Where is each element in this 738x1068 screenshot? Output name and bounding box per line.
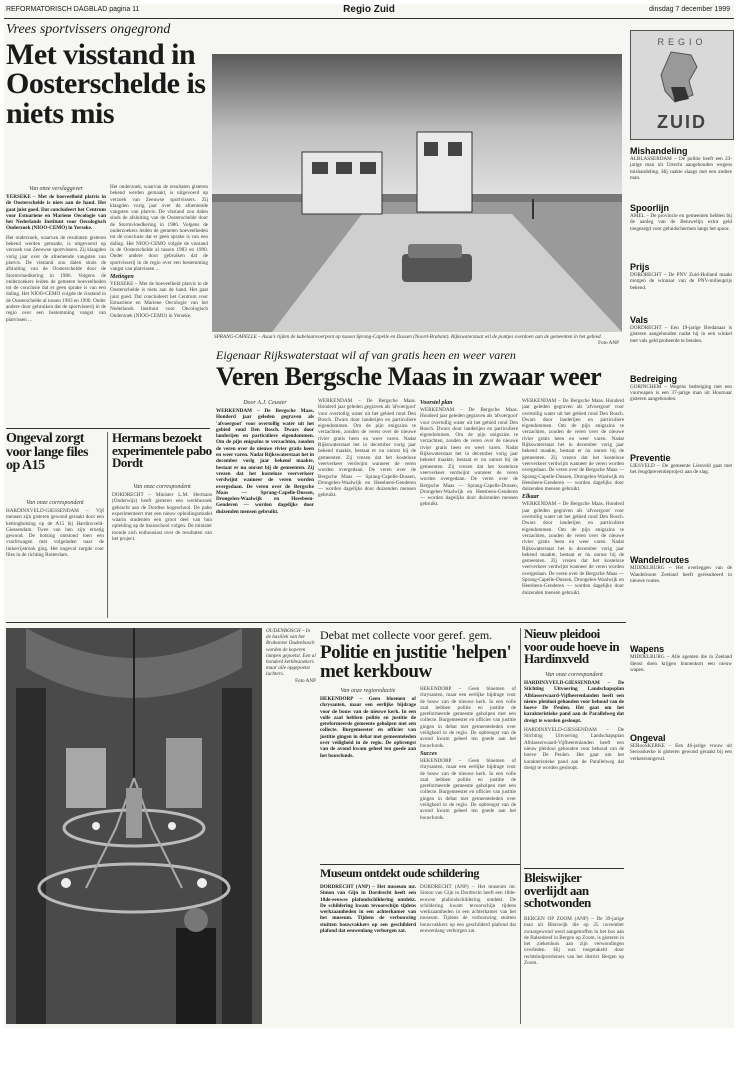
maas-subhead-2: Elkaar [522,494,540,501]
maas-column-3 [420,398,518,620]
ferry-photo [212,54,622,332]
lead-kicker: Vrees sportvissers ongegrond [6,22,171,37]
pleidooi-byline: Van onze correspondent [545,672,603,678]
ongeval-headline: Ongeval zorgt voor lange files op A15 [6,431,88,474]
bleiswijker-article [524,916,624,1024]
brief-text: GORINCHEM – Wegens bedreiging met een vuurwapen is een 37-jarige man uit Hoornaar gisteren aangehouden. [630,383,732,403]
politie-text-cont2: HEKENDORP – Geen bloemen of chrysanten, maar een eerlijke bijdrage voor de bouw van de nieuwe kerk. In een volle zaal hebben politie en justitie de gereformeerde gemeente geholpen met een collecte. Burgemeester en officier van justitie gingen in debat met gemeenteleden over veiligheid in de regio. De opbrengst van de avond kwam geheel ten goede aan het bouwfonds. [420,757,516,821]
politie-column-1 [320,686,416,862]
maas-text-cont: WERKENDAM – De Bergsche Maas. Honderd jaar geleden gegraven als 'afvoergoot' voor overtollig water uit het gebied rond Den Bosch. Dwars door landerijen en particuliere eigendommen. Om de pijn enigszins te verzachten, zouden de veren over de nieuwe rivier gratis heen en weer varen. Nadat Rijkswaterstaat het in december vorig jaar bekend maakte, bestaat er nu onrust bij de gemeenten. Zij vrezen dat het kosteloze veerverkeer verdwijnt wanneer de veren worden overgedaan. De veren over de Bergsche Maas — Sprang-Capelle-Dussen, Drongelen-Waalwijk en Heesbeen-Genderen — worden dagelijks door duizenden mensen gebruikt. [318,398,416,499]
brief-text: AMEL – De provincie en gemeenten hebben bij de aanleg van de Betuwelijn extra geld toegezegd voor geluidschermen langs het spoor. [630,213,732,232]
basilica-photo-credit: Foto ANP [295,677,316,684]
netherlands-map-icon [631,47,731,107]
masthead-date: dinsdag 7 december 1999 [649,6,730,13]
brief-item [630,733,732,762]
brief-head: Spoorlijn [630,203,669,214]
basilica-caption-text: OUDENBOSCH – In de basiliek van het Brabantse Oudenbosch worden de koperen lampen gepoetst. Een al honderd kerkbezoekers maar alle opgepoetst luchters. [266,628,316,678]
hermans-text: DORDRECHT – Minister L.M. Hermans (Onderwijs) heeft gisteren een werkbezoek gebracht aan de Dordtse hogeschool. De pabo experimenteert met een nieuw opleidingsmodel waarin studenten een groot deel van hun opleiding op de basisschool volgen. De minister toonde zich enthousiast over de resultaten van het project. [112,492,212,543]
ongeval-byline: Van onze correspondent [26,500,84,506]
bleiswijker-text: BERGEN OP ZOOM (ANP) – De 39-jarige man uit Bleiswijk die op 25 november zwaargewond werd aangetroffen in het bos aan de Balsedreef in Bergen op Zoom, is gisteren in het ziekenhuis aan zijn verwondingen overleden. Hij was toegetakeld door rechtshulpverleners van het district Bergen op Zoom. [524,916,624,967]
brief-head: Mishandeling [630,146,688,156]
brief-text: LIESVELD – De gemeente Liesveld gaat met het Jeugdpreventieproject aan de slag. [630,462,732,476]
politie-byline: Van onze regioredactie [340,688,396,694]
basilica-photo [6,628,262,1024]
masthead-paper: REFORMATORISCH DAGBLAD pagina 11 [6,6,140,13]
maas-text-cont3: WERKENDAM – De Bergsche Maas. Honderd jaar geleden gegraven als 'afvoergoot' voor overtollig water uit het gebied rond Den Bosch. Dwars door landerijen en particuliere eigendommen. Om de pijn enigszins te verzachten, zouden de veren over de nieuwe rivier gratis heen en weer varen. Nadat Rijkswaterstaat het in december vorig jaar bekend maakte, bestaat er nu onrust bij de gemeenten. Zij vrezen dat het kosteloze veerverkeer verdwijnt wanneer de veren worden overgedaan. De veren over de Bergsche Maas — Sprang-Capelle-Dussen, Drongelen-Waalwijk en Heesbeen-Genderen — worden dagelijks door duizenden mensen gebruikt. [522,398,624,493]
museum-column-2 [420,884,516,1024]
pleidooi-text-cont: HARDINXVELD-GIESSENDAM – De Stichting Uitvoering Landschapsplan Alblasserwaard-Vijfheerenlanden heeft een nieuw pleidooi gehouden voor behoud van de hoeve De Peulen. Het gaat om het karakteristieke pand aan de Parallelweg dat dreigt te worden gesloopt. [524,727,624,771]
politie-column-2 [420,686,516,862]
brief-head: Ongeval [630,733,666,744]
maas-kicker: Eigenaar Rijkswaterstaat wil af van gratis heen en weer varen [216,348,516,362]
newspaper-page [4,4,734,1028]
hermans-article [112,482,212,620]
brief-item [630,146,732,181]
museum-column-1 [320,884,416,1024]
brief-item [630,555,732,584]
logo-top-text: REGIO [657,37,707,47]
brief-head: Wapens [630,644,665,655]
lead-text-cont2: YERSEKE – Met de boeveelheid platvis in de Oosterschelde is niets aan de hand. Het gaat juist goed. Dat concludeert het Centrum voor Estuariene en Mariene Oecologie van het Nederlands Instituut voor Oecologisch Onderzoek (NIOO-CEMO) in Yerseke. [110,281,208,319]
brief-item [630,262,732,291]
ongeval-text: HARDINXVELD-GIESSENDAM – Vijf mensen zijn gisteren gewond geraakt door een kettingbotsing op de A15 bij Hardinxveld-Giessendam. Twee van hen zijn ernstig gewond. De botsing ontstond toen een vrachtwagen met volgeladen naar de linkerrijstrook ging. Het ongeval zorgde voor files in de richting Rotterdam. [6,508,104,559]
column-divider [520,628,521,1024]
brief-text: DORDRECHT – De PNV Zuid-Holland maakt morgen de winnaar van de PNV-milieuprijs bekend. [630,272,732,291]
pleidooi-headline: Nieuw pleidooi voor oude hoeve in Hardinxveld [524,626,620,667]
maas-text-cont2: WERKENDAM – De Bergsche Maas. Honderd jaar geleden gegraven als 'afvoergoot' voor overtollig water uit het gebied rond Den Bosch. Dwars door landerijen en particuliere eigendommen. Om de pijn enigszins te verzachten, zouden de veren over de nieuwe rivier gratis heen en weer varen. Nadat Rijkswaterstaat het in december vorig jaar bekend maakte, bestaat er nu onrust bij de gemeenten. Zij vrezen dat het kosteloze veerverkeer verdwijnt wanneer de veren worden overgedaan. De veren over de Bergsche Maas — Sprang-Capelle-Dussen, Drongelen-Waalwijk en Heesbeen-Genderen — worden dagelijks door duizenden mensen gebruikt. [420,407,518,508]
brief-item [630,203,732,232]
lead-divider [6,428,210,429]
brief-item [630,374,732,403]
politie-subhead: Succes [420,750,437,757]
brief-text: DORDRECHT – Een 19-jarige Bredanaar is gisteren aangehouden nadat hij in een winkel met vals geld probeerde te betalen. [630,324,732,344]
section-divider [6,622,626,623]
brief-item [630,453,732,476]
basilica-photo-caption [266,628,316,748]
maas-text-cont4: WERKENDAM – De Bergsche Maas. Honderd jaar geleden gegraven als 'afvoergoot' voor overtollig water uit het gebied rond Den Bosch. Dwars door landerijen en particuliere eigendommen. Om de pijn enigszins te verzachten, zouden de veren over de nieuwe rivier gratis heen en weer varen. Nadat Rijkswaterstaat het in december vorig jaar bekend maakte, bestaat er nu onrust bij de gemeenten. Zij vrezen dat het kosteloze veerverkeer verdwijnt wanneer de veren worden overgedaan. De veren over de Bergsche Maas — Sprang-Capelle-Dussen, Drongelen-Waalwijk en Heesbeen-Genderen — worden dagelijks door duizenden mensen gebruikt. [522,501,624,596]
brief-text: SERooSKERKE – Een 46-jarige vrouw uit Serooskerke is gisteren gewond geraakt bij een verkeersongeval. [630,743,732,762]
brief-head: Preventie [630,452,671,463]
brief-text: MIDDELBURG – Alle agenten die in Zeeland dienst doen krijgen binnenkort een nieuw wapen. [630,654,732,673]
lead-text-cont: Het onderzoek, waarvan de resultaten gisteren bekend werden gemaakt, is uitgevoerd op verzoek van Zeeuwse sportvissers. Zij klaagden vorig jaar over de afnemende vangsten van platvis. De visstand zou dalen sinds de afsluiting van de Oosterschelde door de Stormvloedkering in 1986. Volgens de onderzoekers leiden de gemeten hoeveelheden tot de conclusie dat er geen sprake is van een daling. Het NIOO-CEMO volgde de visstand in de Oosterschelde al tussen 1983 en 1990. Onder andere door gebruiken dat de sportvisserij in de regio over een bestemming vangst van platvissen ... [110,184,208,272]
news-briefs [630,142,732,1022]
lead-headline: Met visstand in Oosterschelde is niets mis [6,38,206,130]
maas-column-2 [318,398,416,620]
bleiswijker-divider [524,868,624,869]
lead-subhead: Metingen [110,274,134,281]
column-divider [107,432,108,618]
regio-zuid-logo [630,30,734,140]
brief-text: ALBLASSERDAM – De politie heeft een 23-jarige man uit Utrecht aangehouden wegens mishandeling. Hij raakte slaags met een andere man. [630,156,732,181]
brief-head: Wandelroutes [630,555,690,566]
brief-head: Prijs [630,262,650,273]
brief-head: Vals [630,314,649,325]
hermans-byline: Van onze correspondent [133,484,191,490]
politie-headline: Politie en justitie 'helpen' met kerkbouw [320,642,512,682]
lead-byline: Van onze verslaggever [29,186,83,192]
brief-item [630,315,732,344]
masthead-section: Regio Zuid [343,4,395,15]
lead-column-2 [110,184,208,424]
maas-column-4 [522,398,624,620]
maas-headline: Veren Bergsche Maas in zwaar weer [216,362,602,391]
ferry-photo-caption [214,334,619,346]
ongeval-article [6,498,104,620]
pleidooi-text: HARDINXVELD-GIESSENDAM – De Stichting Uitvoering Landschapsplan Alblasserwaard-Vijfheerenlanden heeft een nieuw pleidooi gehouden voor behoud van de hoeve De Peulen. Het gaat om het karakteristieke pand aan de Parallelweg dat dreigt te worden gesloopt. [524,680,624,724]
politie-text-cont: HEKENDORP – Geen bloemen of chrysanten, maar een eerlijke bijdrage voor de bouw van de nieuwe kerk. In een volle zaal hebben politie en justitie de gereformeerde gemeente geholpen met een collecte. Burgemeester en officier van justitie gingen in debat met gemeenteleden over veiligheid in de regio. De opbrengst van de avond kwam geheel ten goede aan het bouwfonds. [420,686,516,749]
maas-subhead-1: Voorstel plan [420,400,453,406]
maas-byline: Door A.J. Ceuster [243,400,287,406]
bleiswijker-headline: Bleiswijker overlijdt aan schotwonden [524,870,591,911]
hermans-headline: Hermans bezoekt experimentele pabo Dordt [112,430,212,471]
logo-bottom-text: ZUID [657,112,707,132]
lead-intro: YERSEKE – Met de boeveelheid platvis in de Oosterschelde is niets aan de hand. Het gaat juist goed. Dat concludeert het Centrum voor Estuariene en Mariene Oecologie van het Nederlands Instituut voor Oecologisch Onderzoek (NIOO-CEMO) in Yerseke. [6,194,106,232]
brief-text: MIDDELBURG – Het overleggen van de Wandelroute Zeeland heeft geresulteerd in nieuwe routes. [630,565,732,584]
museum-text: DORDRECHT (ANP) – Het museum mr. Simon van Gijn in Dordrecht heeft een 18de-eeuwse plafondschildering ontdekt. De schildering kwam tevoorschijn tijdens werkzaamheden in een achterkamer van het museum. Tijdens de verbouwing stuitten bouwvakkers op een geschilderd plafond dat eeuwenlang verborgen zat. [320,884,416,935]
ferry-photo-credit: Foto ANP [598,340,619,347]
museum-divider [320,864,520,865]
masthead [4,4,734,19]
ferry-caption-text: SPRANG-CAPELLE – Asua's rijden de kabelaanvoerpont op tussen Sprang-Capelle en Dussen (Noord-Brabant). Rijkswaterstaat wil de pontjes overdoen aan de gemeenten in het gebied. [214,334,602,340]
politie-kicker: Debat met collecte voor geref. gem. [320,628,493,642]
lead-text: Het onderzoek, waarvan de resultaten gisteren bekend werden gemaakt, is uitgevoerd op verzoek van Zeeuwse sportvissers. Zij klaagden vorig jaar over de afnemende vangsten van platvis. De visstand zou dalen sinds de afsluiting van de Oosterschelde door de Stormvloedkering in 1986. Volgens de onderzoekers leiden de gemeten hoeveelheden tot de conclusie dat er geen sprake is van een daling. Het NIOO-CEMO volgde de visstand in de Oosterschelde al tussen 1983 en 1990. Onder andere door gebruiken dat de sportvisserij in de regio over een bestemming vangst van platvissen ... [6,234,106,323]
ferry-photo-image [212,54,622,332]
lead-column-1 [6,184,106,424]
pleidooi-article [524,670,624,866]
brief-item [630,644,732,673]
museum-headline: Museum ontdekt oude schildering [320,866,479,880]
maas-column-1 [216,398,314,620]
museum-text-cont: DORDRECHT (ANP) – Het museum mr. Simon van Gijn in Dordrecht heeft een 18de-eeuwse plafondschildering ontdekt. De schildering kwam tevoorschijn tijdens werkzaamheden in een achterkamer van het museum. Tijdens de verbouwing stuitten bouwvakkers op een geschilderd plafond dat eeuwenlang verborgen zat. [420,884,516,935]
maas-text: WERKENDAM – De Bergsche Maas. Honderd jaar geleden gegraven als 'afvoergoot' voor overtollig water uit het gebied rond Den Bosch. Dwars door landerijen en particuliere eigendommen. Om de pijn enigszins te verzachten, zouden de veren over de nieuwe rivier gratis heen en weer varen. Nadat Rijkswaterstaat het in december vorig jaar bekend maakte, bestaat er nu onrust bij de gemeenten. Zij vrezen dat het kosteloze veerverkeer verdwijnt wanneer de veren worden overgedaan. De veren over de Bergsche Maas — Sprang-Capelle-Dussen, Drongelen-Waalwijk en Heesbeen-Genderen — worden dagelijks door duizenden mensen gebruikt. [216,408,314,515]
brief-head: Bedreiging [630,373,678,384]
politie-text: HEKENDORP – Geen bloemen of chrysanten, maar een eerlijke bijdrage voor de bouw van de nieuwe kerk. In een volle zaal hebben politie en justitie de gereformeerde gemeente geholpen met een collecte. Burgemeester en officier van justitie gingen in debat met gemeenteleden over veiligheid in de regio. De opbrengst van de avond kwam geheel ten goede aan het bouwfonds. [320,696,416,759]
basilica-photo-image [6,628,262,1024]
